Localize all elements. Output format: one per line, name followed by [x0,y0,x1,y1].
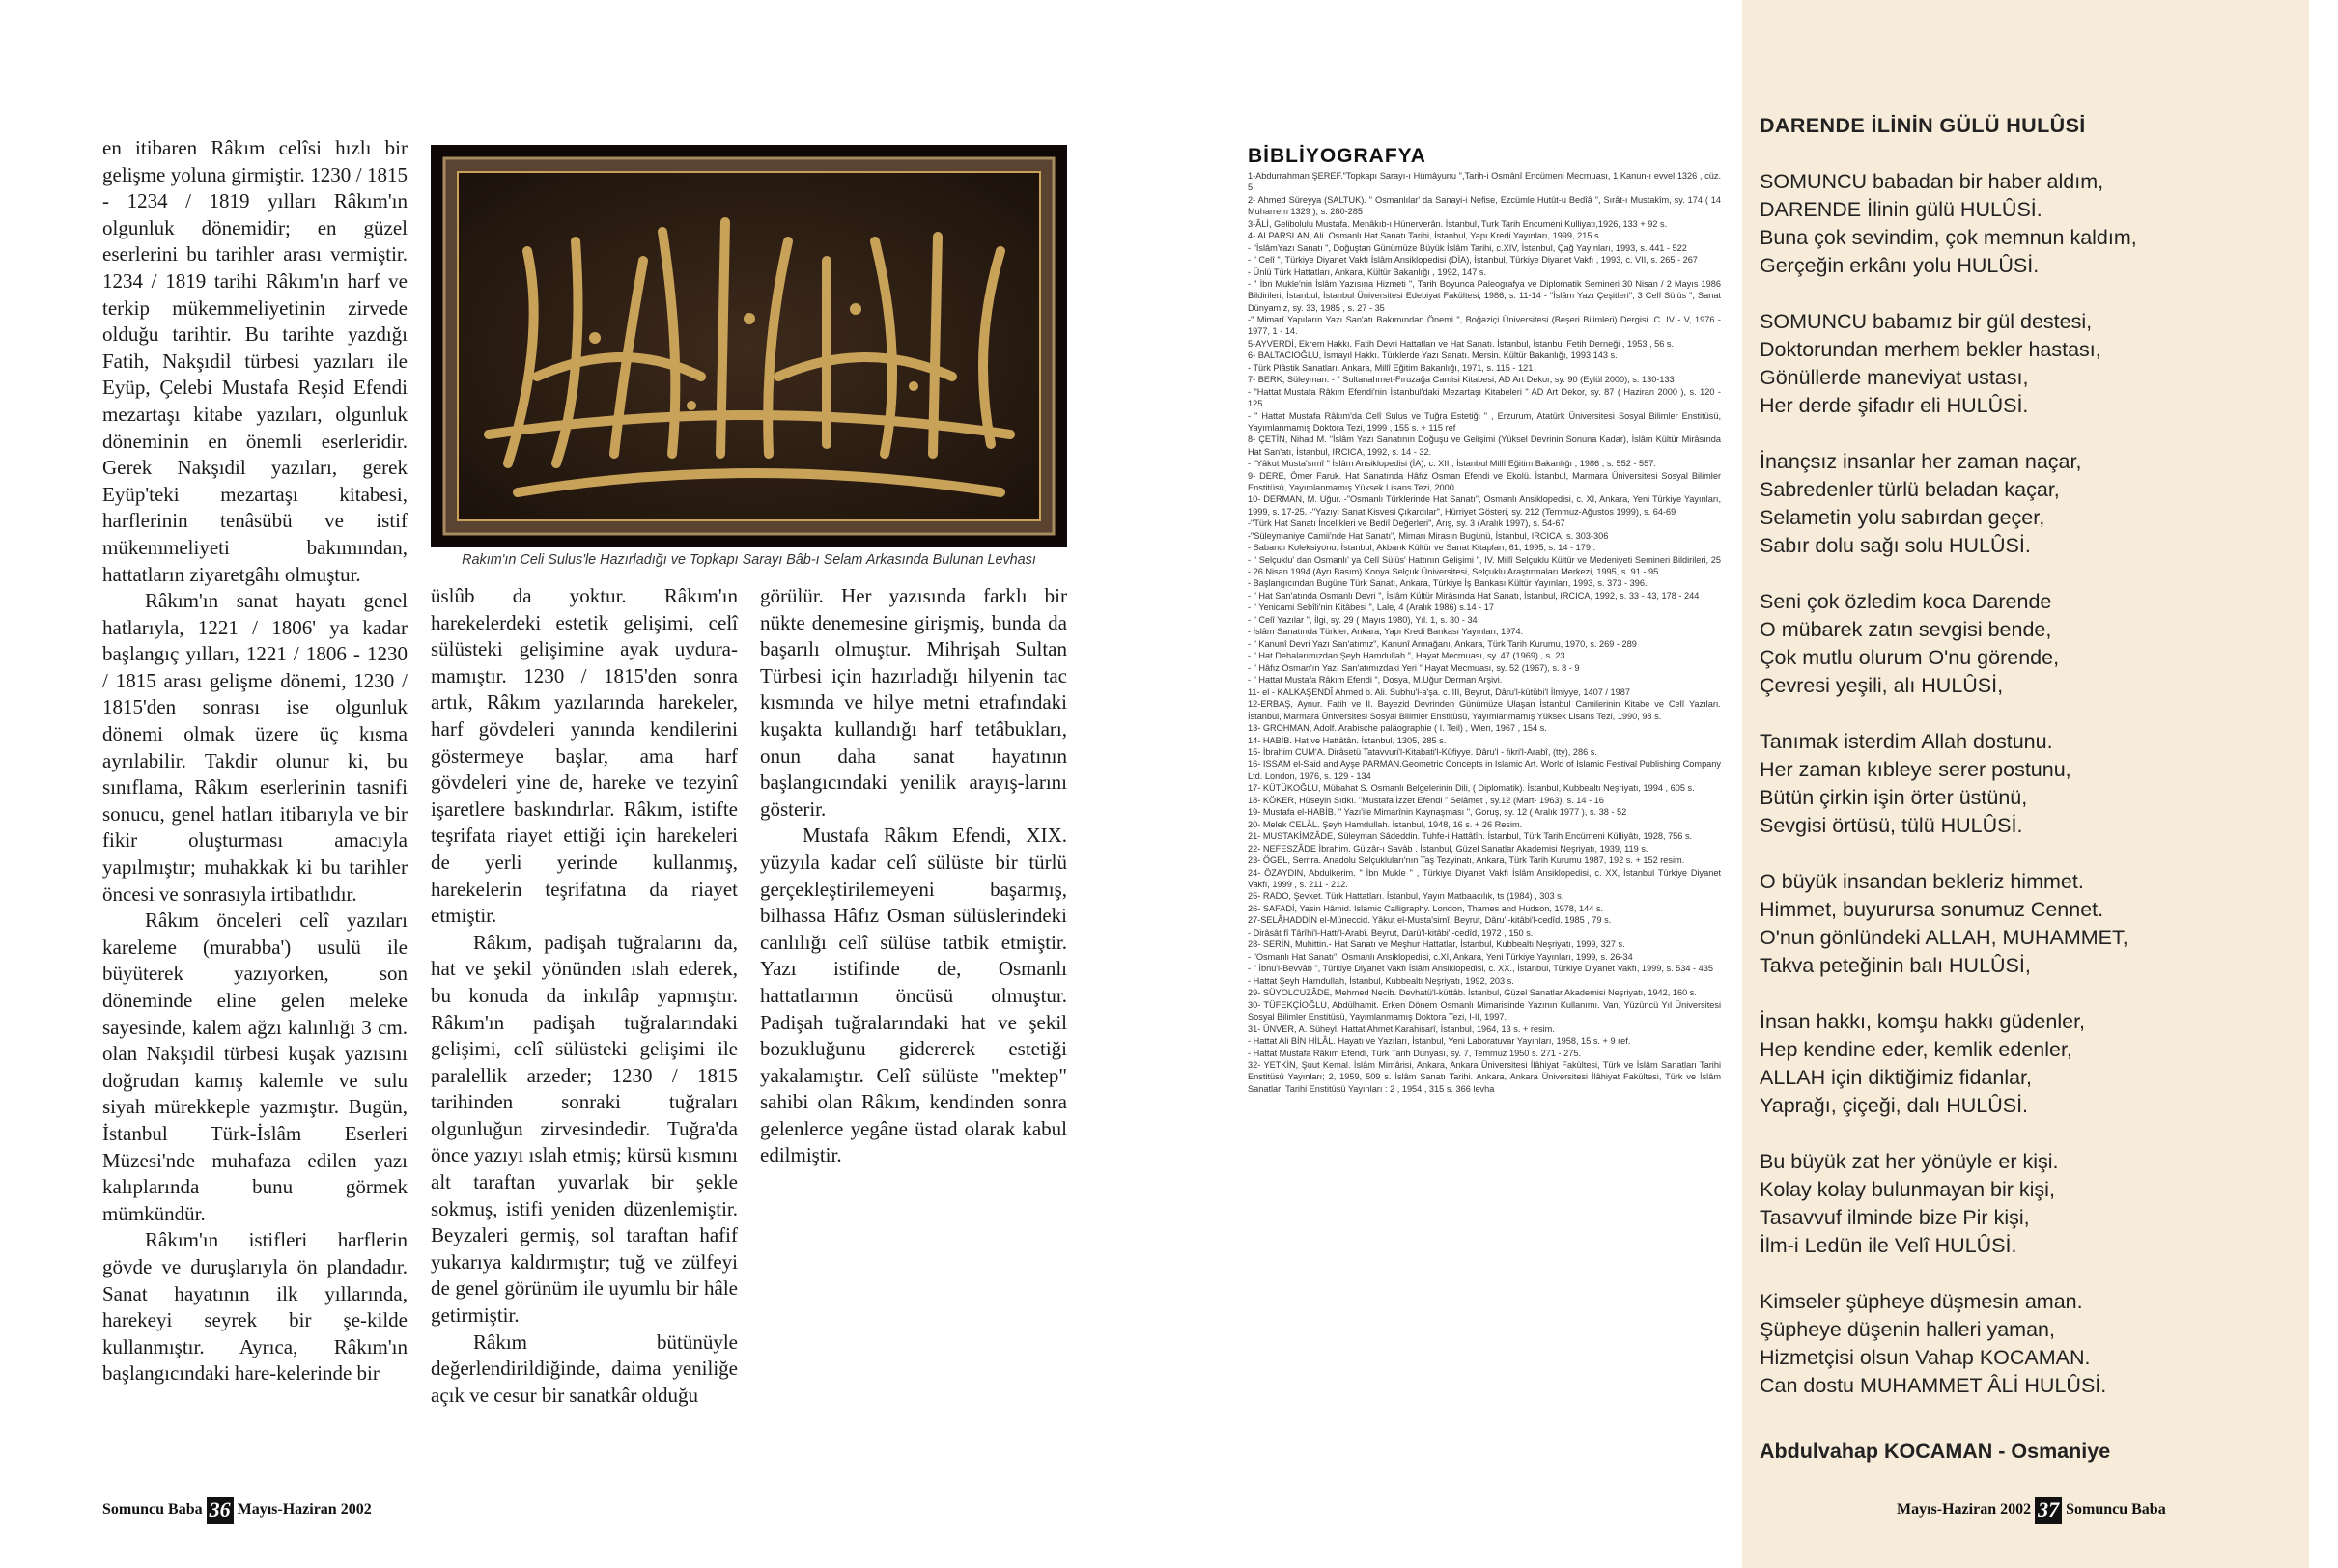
poem-line: İlm-i Ledün ile Velî HULÛSİ. [1760,1234,2017,1257]
paragraph: en itibaren Râkım celîsi hızlı bir gelişme yoluna girmiştir. 1230 / 1815 - 1234 / 1819 yılları Râkım'ın olgunluk dönemidir; en güzel eserlerini bu tarihler arası vermiştir. 1234 / 1819 tarihi Râkım'ın harf ve terkip mükemmeliyetinin zirvede olduğu tarihtir. Bu tarihte yazdığı Fatih, Nakşıdil türbesi yazıları ile Eyüp, Çelebi Mustafa Reşid Efendi mezartaşı kitabe yazıları, olgunluk döneminin en önemli eserleridir. Gerek Nakşıdil yazıları, gerek Eyüp'teki mezartaşı kitabesi, harflerinin tenâsübü ve istif mükemmeliyeti bakımından, hattatların ziyaretgâhı olmuştur. [102,136,408,586]
bibliography-entry: 27-SELÂHADDİN el-Müneccid. Yâkut el-Musta'simî. Beyrut, Dâru'l-kitâbi'l-cedîd. 1985 , 79 s. [1248,915,1612,926]
bibliography-entry: -"Türk Hat Sanatı İncelikleri ve Bediî Değerleri", Arış, sy. 3 (Aralık 1997), s. 54-67 [1248,518,1565,529]
poem-title: DARENDE İLİNİN GÜLÜ HULÛSİ [1760,114,2086,137]
bibliography-entry: 32- YETKİN, Şuut Kemal. İslâm Mimârisi, Ankara, Ankara Üniversitesi İlâhiyat Fakültesi, Türk ve İslâm Sanatları Tarihi Enstitüsü Yayınları; 2, 1959, 509 s. İslâm Sanatı Tarihi. Ankara, Ankara Üniversitesi İlâhiyat Fakültesi, Türk ve İslâm Sanatları Tarihi Enstitüsü Yayınları : 2 , 1954 , 315 s. 366 levha [1248,1060,1721,1094]
poem-stanza [1760,1288,2291,1400]
poem-line: İnsan hakkı, komşu hakkı güdenler, [1760,1010,2086,1033]
poem-line: Her derde şifadır eli HULÛSİ. [1760,394,2029,417]
poem-stanza [1760,1148,2291,1260]
bibliography-entry: - "İslâmYazı Sanatı ", Doğuştan Günümüze Büyük İslâm Tarihi, c.XIV, İstanbul, Çağ Yayınları, 1993, s. 441 - 522 [1248,242,1687,253]
bibliography-entry: 26- SAFADİ, Yasin Hâmid. Islamic Calligraphy. London, Thames and Hudson, 1978, 144 s. [1248,903,1604,913]
poem-line: İnançsız insanlar her zaman naçar, [1760,450,2082,473]
bibliography-entry: - Dirâsât fî Târîhi'l-Hatti'l-Arabî. Beyrut, Darü'l-kitâbi'l-cedîd, 1972 , 150 s. [1248,927,1534,938]
bibliography-entry: - Başlangıcından Bugüne Türk Sanatı, Ankara, Türkiye İş Bankası Kültür Yayınları, 1993, s. 373 - 396. [1248,578,1648,589]
bibliography-entry: - Ünlü Türk Hattatları, Ankara, Kültür Bakanlığı , 1992, 147 s. [1248,266,1486,277]
bibliography-title: BİBLİYOGRAFYA [1248,145,1426,167]
poem-line: Kimseler şüpheye düşmesin aman. [1760,1290,2083,1313]
bibliography-entry: 1-Abdurrahman ŞEREF."Topkapı Sarayı-ı Hümâyunu ",Tarih-i Osmânî Encümeni Mecmuası, 1 Kanun-ı evvel 1326 , cüz. 5. [1248,171,1721,193]
article-column-2 [431,583,738,1409]
bibliography-entry: 29- SÜYOLCUZÂDE, Mehmed Necib. Devhatü'l-küttâb. İstanbul, Güzel Sanatlar Akademisi Neşriyatı, 1942, 160 s. [1248,988,1697,998]
poem-line: Hizmetçisi olsun Vahap KOCAMAN. [1760,1346,2091,1369]
bibliography-entry: 3-ÂLİ, Gelibolulu Mustafa. Menâkıb-ı Hünerverân. İstanbul, Turk Tarih Encumeni Kulliyatı,1926, 133 + 92 s. [1248,218,1668,229]
poem-line: Gönüllerde maneviyat ustası, [1760,366,2029,389]
bibliography-entry: - " Selçuklu' dan Osmanlı' ya Celî Sülüs' Hattının Gelişimi ", IV. Millî Selçuklu Kültür ve Medeniyeti Semineri Bildirileri, 25 - 26 Nisan 1994 (Ayrı Basım) Konya Selçuk Üniversitesi, Selçuklu Araştırmaları Merkezi, 1995, s. 91 - 95 [1248,554,1721,576]
bibliography-entry: - " Hat San'atında Osmanlı Devri ", İslâm Kültür Mirâsında Hat Sanatı, İstanbul, IRCICA, 1992, s. 33 - 43, 178 - 244 [1248,590,1700,601]
poem-line: DARENDE İlinin gülü HULÛSİ. [1760,198,2042,221]
article-column-3 [760,583,1067,1169]
bibliography-entry: - Hattat Şeyh Hamdullah, İstanbul, Kubbealtı Neşriyatı, 1992, 203 s. [1248,975,1514,986]
bibliography-entry: 13- GROHMAN, Adolf. Arabische paläographie ( I. Teil) , Wien, 1967 , 154 s. [1248,723,1547,734]
bibliography-entry: 17- KÜTÜKOĞLU, Mübahat S. Osmanlı Belgelerinin Dili, ( Diplomatik). İstanbul, Kubbealtı Neşriyatı, 1994 , 605 s. [1248,783,1695,794]
poem-line: Bütün çirkin işin örter üstünü, [1760,786,2028,809]
bibliography-entry: - " Celî Yazılar ", İlgi, sy. 29 ( Mayıs 1980), Yıl. 1, s. 30 - 34 [1248,614,1478,625]
bibliography-entry: - " Hâfız Osman'ın Yazı San'atımızdaki Yeri " Hayat Mecmuası, sy. 52 (1967), s. 8 - 9 [1248,662,1580,673]
footer-right [1897,1497,2166,1524]
bibliography-entry: 8- ÇETİN, Nihad M. "İslâm Yazı Sanatının Doğuşu ve Gelişimi (Yüksel Devrinin Sonuna Kadar), İslâm Kültür Mirâsında Hat San'atı, İstanbul, IRCICA, 1992, s. 14 - 32. [1248,434,1721,457]
bibliography-entry: 2- Ahmed Süreyya (SALTUK). " Osmanlılar' da Sanayi-i Nefise, Ezcümle Hutût-u Bedîâ ", Sırât-ı Mustakîm, sy. 174 ( 14 Muharrem 1329 ), s. 280-285 [1248,194,1721,217]
paragraph: Mustafa Râkım Efendi, XIX. yüzyıla kadar celî sülüste bir türlü gerçekleştirilemeyeni başarmış, bilhassa Hâfız Osman sülüslerindeki canlılığı celî sülüse tatbik etmiştir. Yazı istifinde de, Osmanlı hattatlarının öncüsü olmuştur. Padişah tuğralarındaki hat ve şekil bozukluğunu gidererek estetiği yakalamıştır. Celî sülüste "mektep" sahibi olan Râkım, kendinden sonra gelenlerce yegâne üstad olarak kabul edilmiştir. [760,824,1067,1167]
bibliography-entry: -" Mimarî Yapıların Yazı San'atı Bakımından Önemi ", Boğaziçi Üniversitesi (Beşeri Bilimleri) Dergisi. C. IV - V, 1976 - 1977, 1 - 14. [1248,315,1721,337]
poem-author: Abdulvahap KOCAMAN - Osmaniye [1760,1440,2111,1463]
poem-line: O mübarek zatın sevgisi bende, [1760,618,2052,641]
bibliography-entry: - " Hattat Mustafa Râkım Efendi ", Dosya, M.Uğur Derman Arşivi. [1248,675,1503,686]
poem-line: Can dostu MUHAMMET ÂLİ HULÛSİ. [1760,1374,2107,1397]
figure-caption: Rakım'ın Celi Sulus'le Hazırladığı ve Topkapı Sarayı Bâb-ı Selam Arkasında Bulunan Levhası [462,552,1036,568]
poem-line: Hep kendine eder, kemlik edenler, [1760,1038,2072,1061]
bibliography-entry: 18- KÖKER, Hüseyin Sıdkı. "Mustafa İzzet Efendi " Selâmet , sy.12 (Mart- 1963), s. 14 - 16 [1248,795,1604,805]
poem-stanza [1760,728,2291,840]
poem-line: Sabredenler türlü beladan kaçar, [1760,478,2060,501]
poem-stanza [1760,1008,2291,1120]
poem-line: O büyük insandan bekleriz himmet. [1760,870,2084,893]
poem-line: Çok mutlu olurum O'nu görende, [1760,646,2060,669]
paragraph: Râkım'ın sanat hayatı genel hatlarıyla, 1221 / 1806' ya kadar başlangıç yılları, 1221 / 1806 - 1230 / 1815 arası gelişme dönemi, 1230 / 1815'den sonrası ise olgunluk dönemi olmak üzere üç kısma ayrılabilir. Takdir olunur ki, bu sınıflama, Râkım eserlerinin tasnifi sonucu, genel hatları itibarıyla ve bir fikir oluşturması amacıyla yapılmıştır; muhakkak ki bu tarihler öncesi ve sonrasıyla irtibatlıdır. [102,589,408,906]
bibliography-entry: 6- BALTACIOĞLU, İsmayıl Hakkı. Türklerde Yazı Sanatı. Mersin. Kültür Bakanlığı, 1993 143 s. [1248,350,1618,361]
bibliography-entry: 5-AYVERDİ, Ekrem Hakkı. Fatih Devri Hattatları ve Hat Sanatı. İstanbul, İstanbul Fetih Derneği , 1953 , 56 s. [1248,338,1675,349]
poem-line: Tasavvuf ilminde bize Pir kişi, [1760,1206,2030,1229]
bibliography-entry: 30- TÜFEKÇİOĞLU, Abdülhamit. Erken Dönem Osmanlı Mimarisinde Yazının Kullanımı. Van, Yüzüncü Yıl Üniversitesi Sosyal Bilimler Enstitüsü, Yayımlanmamış Doktora Tezi, I-II, 1997. [1248,999,1721,1022]
poem-line: O'nun gönlündeki ALLAH, MUHAMMET, [1760,926,2128,949]
poem-line: Şüpheye düşenin halleri yaman, [1760,1318,2055,1341]
bibliography-entry: - Hattat Mustafa Râkım Efendi, Türk Tarih Dünyası, sy. 7, Temmuz 1950 s. 271 - 275. [1248,1048,1582,1058]
bibliography-entry: 7- BERK, Süleyman. - " Sultanahmet-Fıruzağa Camisi Kitabesi, AD Art Dekor, sy. 90 (Eylül 2000), s. 130-133 [1248,375,1675,385]
magazine-name: Somuncu Baba [2066,1501,2166,1518]
bibliography-entry: 11- el - KALKAŞENDÎ Ahmed b. Ali. Subhu'l-a'şa. c. III, Beyrut, Dâru'l-kütübi'l İlmiyye, 1407 / 1987 [1248,686,1630,697]
bibliography-entry: 12-ERBAŞ, Aynur. Fatih ve II. Bayezid Devrinden Günümüze Ulaşan İstanbul Camilerinin Kitabe ve Celî Yazıları. İstanbul, Marmara Üniversitesi Sosyal Bilimler Enstitüsü, Yayımlanmamış Yüksek Lisans Tezi, 1990, 98 s. [1248,699,1721,721]
bibliography-entry: - Sabancı Koleksiyonu. İstanbul, Akbank Kültür ve Sanat Kitapları; 61, 1995, s. 14 - 179 . [1248,543,1596,553]
paragraph: Râkım bütünüyle değerlendirildiğinde, daima yeniliğe açık ve cesur bir sanatkâr olduğu [431,1330,738,1407]
bibliography-entry: 22- NEFESZÂDE İbrahim. Gülzâr-ı Savâb . İstanbul, Güzel Sanatlar Akademisi Neşriyatı, 1939, 119 s. [1248,843,1648,854]
poem-line: Doktorundan merhem bekler hastası, [1760,338,2101,361]
paragraph: görülür. Her yazısında farklı bir nükte denemesine girişmiş, bunda da başarılı olmuştur. Mihrişah Sultan Türbesi için hazırladığı hilyenin tac kısmında ve hilye metni etrafındaki kuşakta kullandığı harf tetâbukları, onun daha sanat hayatının başlangıcındaki yenilik arayış-larını gösterir. [760,584,1067,821]
poem-stanza [1760,448,2291,560]
bibliography-entry: - " Hat Dehalarımızdan Şeyh Hamdullah ", Hayat Mecmuası, sy. 47 (1969) , s. 23 [1248,651,1565,661]
bibliography-entry: - " Kanunî Devri Yazı San'atımız", Kanunî Armağanı, Ankara, Türk Tarih Kurumu, 1970, s. 269 - 289 [1248,638,1637,649]
bibliography-entry: 24- ÖZAYDIN, Abdulkerim. " İbn Mukle " , Türkiye Diyanet Vakfı İslâm Ansiklopedisi, c. XX, İstanbul Türkiye Diyanet Vakfı, 1999 , s. 211 - 212. [1248,867,1721,889]
bibliography-entry: - "Osmanlı Hat Sanatı", Osmanlı Ansiklopedisi, c.XI, Ankara, Yeni Türkiye Yayınları, 1999, s. 26-34 [1248,951,1633,962]
bibliography-entry: 19- Mustafa el-HABİB. " Yazı'ile Mimarînin Kaynaşması ", Goruş, sy. 12 ( Aralık 1977 ), s. 38 - 52 [1248,807,1627,818]
issue-date: Mayıs-Haziran 2002 [1897,1501,2032,1518]
bibliography-entry: - Türk Plâstik Sanatları. Ankara, Millî Eğitim Bakanlığı, 1971, s. 115 - 121 [1248,362,1534,373]
bibliography-entry: 9- DERE, Ömer Faruk. Hat Sanatında Hâfız Osman Efendi ve Ekolü. İstanbul, Marmara Üniversitesi Sosyal Bilimler Enstitüsü, Yayımlanmamış Yüksek Lisans Tezi, 2000. [1248,470,1721,492]
bibliography-entry: - " İbnu'l-Bevvâb ", Türkiye Diyanet Vakfı İslâm Ansiklopedisi, c. XX., İstanbul, Türkiye Diyanet Vakfı, 1999, s. 534 - 435 [1248,964,1713,974]
poem-line: SOMUNCU babadan bir haber aldım, [1760,170,2104,193]
bibliography-entry: -"Süleymaniye Camii'nde Hat Sanatı", Mimarı Mirasın Bugünü, İstanbul, IRCICA, s. 303-306 [1248,530,1609,541]
poem-line: Takva peteğinin balı HULÛSİ, [1760,954,2031,977]
poem-line: ALLAH için diktiğimiz fidanlar, [1760,1066,2033,1089]
paragraph: üslûb da yoktur. Râkım'ın harekelerdeki estetik gelişimi, celî sülüsteki gelişimine ayak uydura-mamıştır. 1230 / 1815'den sonra artık, Râkım yazılarında harekeler, harf gövdeleri yanında kendilerini göstermeye başlar, ama harf gövdeleri yine de, hareke ve tezyinî işaretlere baskındırlar. Râkım, istifte teşrifata riayet ettiği için harekeleri de yerli yerinde kullanmış, harekelerin teşrifatına da riayet etmiştir. [431,584,738,928]
poem-line: Seni çok özledim koca Darende [1760,590,2052,613]
bibliography-entry: - "Hattat Mustafa Râkım Efendi'nin İstanbul'daki Mezartaşı Kitabeleri " AD Art Dekor, sy. 87 ( Haziran 2000 ), s. 120 - 125. [1248,386,1721,409]
poem-stanza [1760,868,2291,980]
page-number: 37 [2035,1497,2062,1524]
poem-stanza [1760,308,2291,420]
bibliography-entry: - " Hattat Mustafa Râkım'da Celî Sulus ve Tuğra Estetiği " , Erzurum, Atatürk Üniversitesi Sosyal Bilimler Enstitüsü, Yayımlanmamış Doktora Tezi, 1999 , 155 s. + 115 ref [1248,410,1721,433]
page-number: 36 [207,1497,234,1524]
bibliography-entry: 20- Melek CELÂL. Şeyh Hamdullah. İstanbul, 1948, 16 s. + 26 Resim. [1248,819,1523,829]
bibliography-list [1248,170,1721,1095]
bibliography-entry: - İslâm Sanatında Türkler, Ankara, Yapı Kredi Bankası Yayınları, 1974. [1248,627,1524,637]
bibliography-entry: 10- DERMAN, M. Uğur. -"Osmanlı Türklerinde Hat Sanatı", Osmanlı Ansiklopedisi, c. XI, Ankara, Yeni Türkiye Yayınları, 1999, s. 17-25. -"Yazıyı Sanat Kisvesi Çıkardılar", Hürriyet Gösteri, sy. 212 (Temmuz-Ağustos 1999), s. 64-69 [1248,494,1721,517]
bibliography-entry: - " Celî ", Türkiye Diyanet Vakfı İslâm Ansiklopedisi (DİA), İstanbul, Türkiye Diyanet Vakfı , 1993, c. VII, s. 265 - 267 [1248,255,1698,266]
article-column-1 [102,135,408,1387]
calligraphy-illustration [431,145,1067,547]
poem-line: Yaprağı, çiçeği, dalı HULÛSİ. [1760,1094,2029,1117]
poem-stanza [1760,588,2291,700]
calligraphy-panel-image [431,145,1067,547]
bibliography-entry: 16- ISSAM el-Said and Ayşe PARMAN.Geometric Concepts in Islamic Art. World of Islamic Festival Publishing Company Ltd. London, 1976, s. 129 - 134 [1248,759,1721,781]
bibliography-entry: 25- RADO, Şevket. Türk Hattatları. İstanbul, Yayın Matbaacılık, ts (1984) , 303 s. [1248,891,1564,902]
bibliography-entry: - Hattat Ali BİN HİLÂL. Hayatı ve Yazıları, İstanbul, Yeni Laboratuvar Yayınları, 1958, 15 s. + 9 ref. [1248,1036,1631,1047]
poem-line: Kolay kolay bulunmayan bir kişi, [1760,1178,2055,1201]
poem-line: Bu büyük zat her yönüyle er kişi. [1760,1150,2059,1173]
bibliography-entry: - " İbn Mukle'nin İslâm Yazısına Hizmeti ", Tarih Boyunca Paleografya ve Diplomatik Semineri 30 Nisan / 2 Mayıs 1986 Bildirileri, İstanbul, İstanbul Üniversitesi Edebiyat Fakültesi, 1986, s. 11-14 - "İslâm Yazı Çeşitleri", 3 Celî Sülüs ", Sanat Dünyamız, sy. 33, 1985 , s. 27 - 35 [1248,278,1721,313]
poem-stanza [1760,168,2291,280]
poem-line: Selametin yolu sabırdan geçer, [1760,506,2045,529]
poem-line: Tanımak isterdim Allah dostunu. [1760,730,2053,753]
poem-line: Himmet, buyurursa sonumuz Cennet. [1760,898,2104,921]
poem-body [1760,168,2291,1428]
poem-line: SOMUNCU babamız bir gül destesi, [1760,310,2093,333]
bibliography-entry: 21- MUSTAKİMZÂDE, Süleyman Sâdeddin. Tuhfe-i Hattâtîn. İstanbul, Türk Tarih Encümeni Külliyâtı, 1928, 756 s. [1248,831,1693,842]
poem-line: Sevgisi örtüsü, tülü HULÛSİ. [1760,814,2023,837]
bibliography-entry: 28- SERİN, Muhittin.- Hat Sanatı ve Meşhur Hattatlar, İstanbul, Kubbealtı Neşriyatı, 1999, 327 s. [1248,939,1625,950]
poem-line: Sabır dolu sağı solu HULÛSİ. [1760,534,2031,557]
paragraph: Râkım'ın istifleri harflerin gövde ve duruşlarıyla ön plandadır. Sanat hayatının ilk yıllarında, harekeyi seyrek bir şe-kilde kullanmıştır. Ayrıca, Râkım'ın başlangıcındaki hare-kelerinde bir [102,1228,408,1386]
issue-date: Mayıs-Haziran 2002 [237,1501,372,1518]
paragraph: Râkım, padişah tuğralarını da, hat ve şekil yönünden ıslah ederek, bu konuda da inkılâp yapmıştır. Râkım'ın padişah tuğralarındaki gelişimi, celî sülüsteki gelişimi ile paralellik arzeder; 1230 / 1815 tarihinden sonraki tuğraları olgunluğun zirvesindedir. Tuğra'da önce yazıyı ıslah etmiş; kürsü kısmını alt taraftan yuvarlak bir şekle sokmuş, istifi yeniden düzenlemiştir. Beyzaleri germiş, sol taraftan hafif yukarıya kaldırmıştır; tuğ ve zülfeyi de genel görünüm ile uyumlu bir hâle getirmiştir. [431,930,738,1328]
footer-left [102,1497,372,1524]
poem-line: Gerçeğin erkânı yolu HULÛSİ. [1760,254,2040,277]
bibliography-entry: 4- ALPARSLAN, Ali. Osmanlı Hat Sanatı Tarihi, İstanbul, Yapı Kredi Yayınları, 1999, 215 s. [1248,231,1602,241]
poem-line: Buna çok sevindim, çok memnun kaldım, [1760,226,2137,249]
bibliography-entry: 31- ÜNVER, A. Süheyl. Hattat Ahmet Karahisarî, İstanbul, 1964, 13 s. + resim. [1248,1023,1555,1034]
magazine-name: Somuncu Baba [102,1501,203,1518]
bibliography-entry: 23- ÖGEL, Semra. Anadolu Selçukluları'nın Taş Tezyinatı, Ankara, Türk Tarih Kurumu 1987, 192 s. + 152 resim. [1248,855,1685,866]
poem-line: Çevresi yeşili, alı HULÛSİ, [1760,674,2004,697]
poem-line: Her zaman kıbleye serer postunu, [1760,758,2071,781]
bibliography-entry: 15- İbrahim CUM'A. Dirâsetü Tatavvuri'l-Kitabati'l-Kûfiyye. Dâru'l - fikri'l-Arabî, (tty), 286 s. [1248,747,1597,757]
bibliography-entry: - "Yâkut Musta'sımî " İslâm Ansiklopedisi (İA), c. XII , İstanbul Millî Eğitim Bakanlığı , 1986 , s. 552 - 557. [1248,459,1656,469]
bibliography-entry: - " Yenicami Sebîli'nin Kitâbesi ", Lale, 4 (Aralık 1986) s.14 - 17 [1248,602,1494,613]
paragraph: Râkım önceleri celî yazıları kareleme (murabba') usulü ile büyüterek yazıyorken, son döneminde eline gelen meleke sayesinde, kalem ağzı kalınlığı 3 cm. olan Nakşıdil türbesi kuşak yazısını doğrudan kamış kalemle ve sulu siyah mürekkeple yazmıştır. Bugün, İstanbul Türk-İslâm Eserleri Müzesi'nde muhafaza edilen yazı kalıplarında bunu görmek mümkündür. [102,909,408,1225]
bibliography-entry: 14- HABİB. Hat ve Hattâtân. İstanbul, 1305, 285 s. [1248,735,1447,745]
